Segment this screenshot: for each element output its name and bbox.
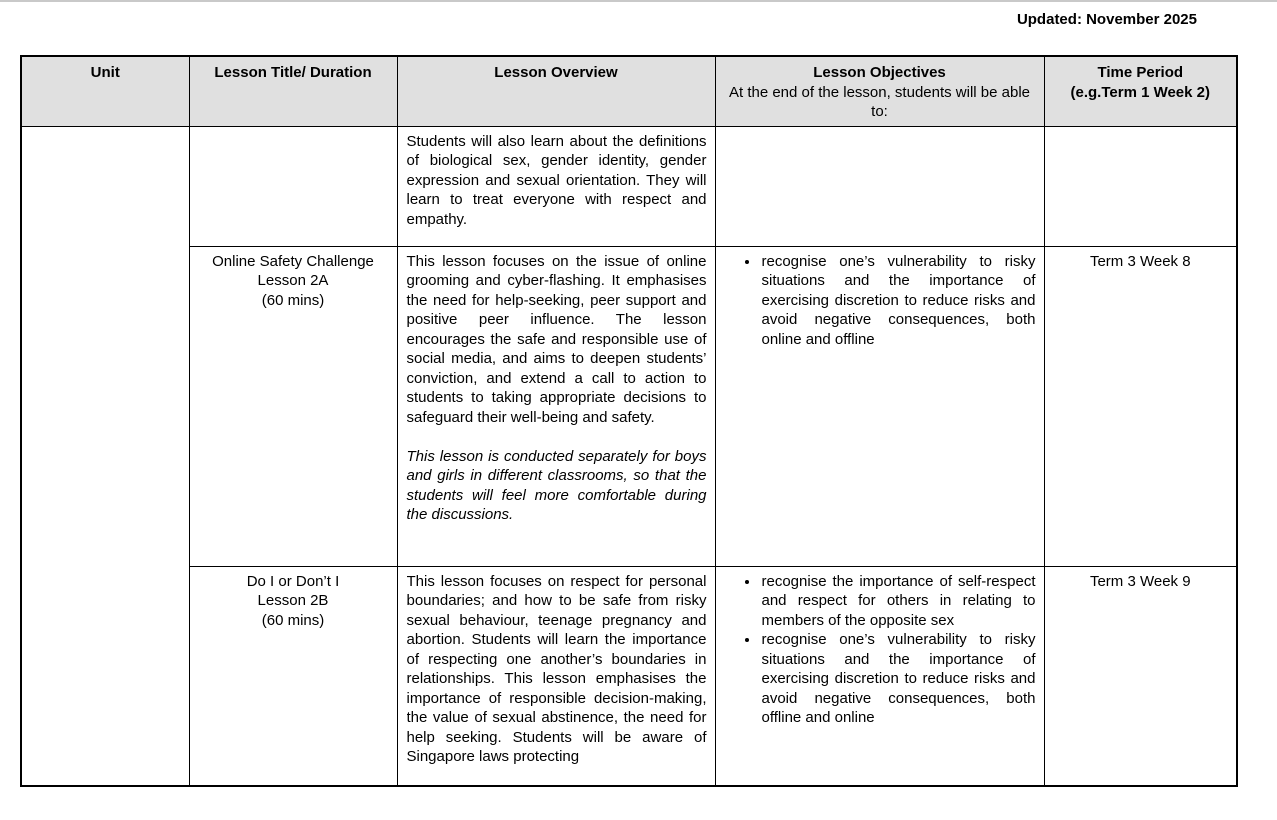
objectives-list bbox=[724, 572, 1036, 728]
col-header-time-period bbox=[1044, 56, 1237, 126]
lesson-title-cell bbox=[189, 566, 397, 786]
col-header-lesson-title bbox=[189, 56, 397, 126]
lesson-title-cell bbox=[189, 246, 397, 566]
col-header-time-period-label: Time Period bbox=[1097, 64, 1184, 81]
objectives-list bbox=[724, 252, 1036, 350]
lesson-title-cell bbox=[189, 126, 397, 246]
lesson-title-line: Online Safety Challenge bbox=[212, 252, 374, 270]
col-header-unit bbox=[21, 56, 189, 126]
overview-paragraph: This lesson focuses on respect for personal boundaries; and how to be safe from risky sexual behaviour, teenage pregnancy and abortion. Students will learn the importance of respecting one another’s boundaries in relationships. This lesson emphasises the importance of responsible decision-making, the value of sexual abstinence, the need for help seeking. Students will be aware of Singapore laws protecting bbox=[406, 572, 707, 765]
lesson-overview-cell bbox=[397, 566, 715, 786]
overview-note-paragraph: This lesson is conducted separately for boys and girls in different classrooms, so that the students will feel more comfortable during the discussions. bbox=[406, 447, 707, 523]
lesson-overview-cell bbox=[397, 126, 715, 246]
col-header-unit-label: Unit bbox=[90, 64, 120, 81]
objectives-clipped-region bbox=[724, 572, 1036, 728]
lesson-plan-table bbox=[20, 55, 1238, 787]
unit-cell bbox=[21, 126, 189, 786]
table-row bbox=[21, 126, 1237, 246]
lesson-objectives-cell bbox=[715, 566, 1044, 786]
objective-item: • recognise one’s vulnerability to risky situations and the importance of exercising discretion to reduce risks and avoid negative consequences, both online and offline bbox=[760, 252, 1036, 350]
time-period-cell: Term 3 Week 8 bbox=[1044, 246, 1237, 566]
table-row bbox=[21, 566, 1237, 786]
overview-paragraph: Students will also learn about the definitions of biological sex, gender identity, gender expression and sexual orientation. They will learn to treat everyone with respect and empathy. bbox=[406, 132, 707, 228]
lesson-number-line: Lesson 2B bbox=[257, 592, 329, 609]
time-period-cell: Term 3 Week 9 bbox=[1044, 566, 1237, 786]
lesson-objectives-cell bbox=[715, 126, 1044, 246]
col-header-lesson-overview bbox=[397, 56, 715, 126]
overview-paragraph: This lesson focuses on the issue of online grooming and cyber-flashing. It emphasises the need for help-seeking, peer support and positive peer influence. The lesson encourages the safe and responsible use of social media, and aims to deepen students’ conviction, and extend a call to action to students to taking appropriate decisions to safeguard their well-being and safety. bbox=[406, 252, 707, 426]
col-header-lesson-objectives bbox=[715, 56, 1044, 126]
table-row bbox=[21, 246, 1237, 566]
lesson-objectives-cell bbox=[715, 246, 1044, 566]
page-edge-line bbox=[0, 0, 1277, 2]
col-header-time-period-subtext: (e.g.Term 1 Week 2) bbox=[1070, 83, 1210, 101]
lesson-number-line: Lesson 2A bbox=[257, 272, 329, 289]
lesson-title-line: Do I or Don’t I bbox=[246, 572, 340, 590]
col-header-lesson-objectives-label: Lesson Objectives bbox=[813, 64, 946, 81]
objective-item: • recognise the importance of self-respect and respect for others in relating to members of the opposite sex bbox=[760, 572, 1036, 631]
col-header-lesson-overview-label: Lesson Overview bbox=[494, 64, 618, 81]
col-header-lesson-title-label: Lesson Title/ Duration bbox=[214, 64, 372, 81]
overview-clipped-region bbox=[407, 572, 707, 767]
col-header-lesson-objectives-subtext: At the end of the lesson, students will be able to: bbox=[728, 83, 1031, 120]
updated-label: Updated: November 2025 bbox=[1016, 11, 1197, 28]
lesson-duration-line: (60 mins) bbox=[261, 291, 325, 309]
time-period-cell bbox=[1044, 126, 1237, 246]
table-header-row bbox=[21, 56, 1237, 126]
objective-item: • recognise one’s vulnerability to risky situations and the importance of exercising discretion to reduce risks and avoid negative consequences, both offline and online bbox=[760, 630, 1036, 728]
lesson-overview-cell bbox=[397, 246, 715, 566]
lesson-duration-line: (60 mins) bbox=[261, 611, 325, 629]
